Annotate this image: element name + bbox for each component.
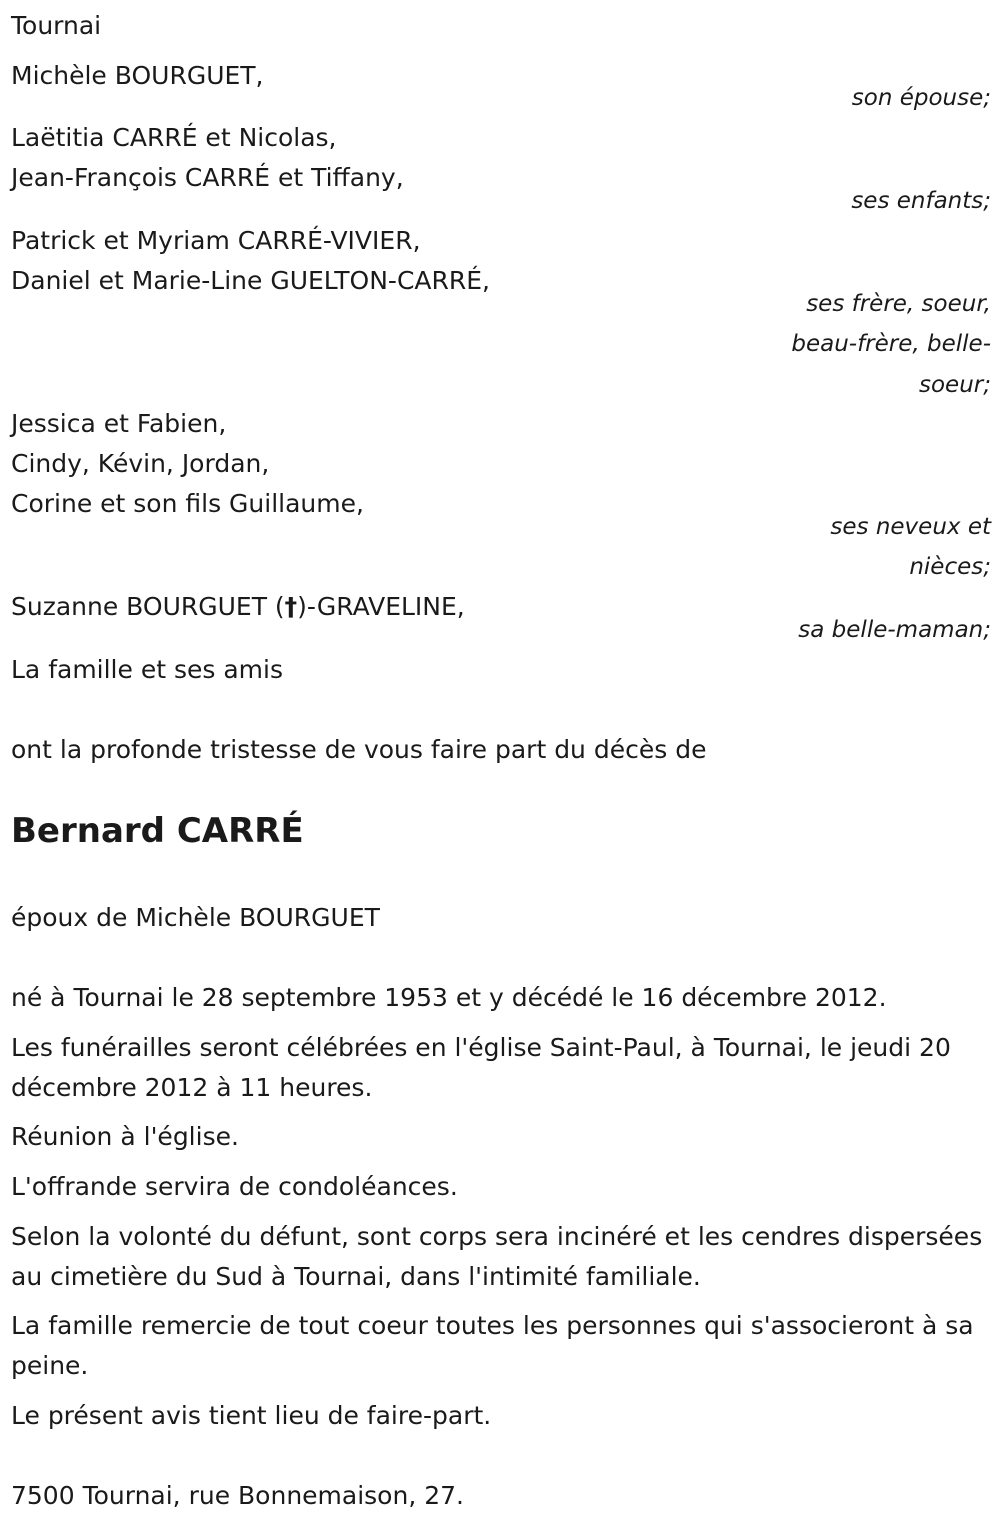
funeral-details: Les funérailles seront célébrées en l'église Saint-Paul, à Tournai, le jeudi 20 décembre 2012 à 11 heures. — [11, 1033, 951, 1102]
mother-in-law-relation: sa belle-maman; — [798, 617, 991, 643]
sibling-name-2: Daniel et Marie-Line GUELTON-CARRÉ, — [11, 266, 490, 295]
notice-note: Le présent avis tient lieu de faire-part. — [11, 1401, 492, 1430]
sibling-name-1: Patrick et Myriam CARRÉ-VIVIER, — [11, 226, 421, 255]
family-and-friends: La famille et ses amis — [11, 655, 283, 684]
offering-note: L'offrande servira de condoléances. — [11, 1172, 458, 1201]
thanks-note: La famille remercie de tout coeur toutes les personnes qui s'associeront à sa peine. — [11, 1311, 974, 1380]
nephews-relation-line-1: ses neveux et — [830, 514, 991, 540]
mother-in-law-prefix: Suzanne BOURGUET ( — [11, 592, 285, 621]
spouse-relation: son épouse; — [851, 85, 991, 111]
spouse-name: Michèle BOURGUET, — [11, 61, 264, 90]
mother-in-law-suffix: )-GRAVELINE, — [297, 592, 465, 621]
nephews-relation-line-2: nièces; — [909, 554, 991, 580]
cross-icon: † — [284, 592, 298, 621]
nephew-name-3: Corine et son fils Guillaume, — [11, 489, 364, 518]
child-name-1: Laëtitia CARRÉ et Nicolas, — [11, 123, 337, 152]
siblings-relation-line-3: soeur; — [919, 372, 991, 398]
birth-death-line: né à Tournai le 28 septembre 1953 et y décédé le 16 décembre 2012. — [11, 983, 887, 1012]
deceased-name: Bernard CARRÉ — [11, 811, 304, 851]
city-heading: Tournai — [11, 11, 102, 40]
siblings-relation-line-2: beau-frère, belle- — [791, 331, 991, 357]
meeting-place: Réunion à l'église. — [11, 1122, 239, 1151]
siblings-relation-line-1: ses frère, soeur, — [806, 291, 991, 317]
cremation-note: Selon la volonté du défunt, sont corps sera incinéré et les cendres dispersées au cimetière du Sud à Tournai, dans l'intimité familiale. — [11, 1222, 983, 1291]
spouse-of: époux de Michèle BOURGUET — [11, 903, 380, 932]
children-relation: ses enfants; — [851, 188, 991, 214]
nephew-name-1: Jessica et Fabien, — [11, 409, 227, 438]
announcement-intro: ont la profonde tristesse de vous faire part du décès de — [11, 735, 707, 764]
child-name-2: Jean-François CARRÉ et Tiffany, — [11, 163, 404, 192]
nephew-name-2: Cindy, Kévin, Jordan, — [11, 449, 270, 478]
address: 7500 Tournai, rue Bonnemaison, 27. — [11, 1481, 464, 1510]
